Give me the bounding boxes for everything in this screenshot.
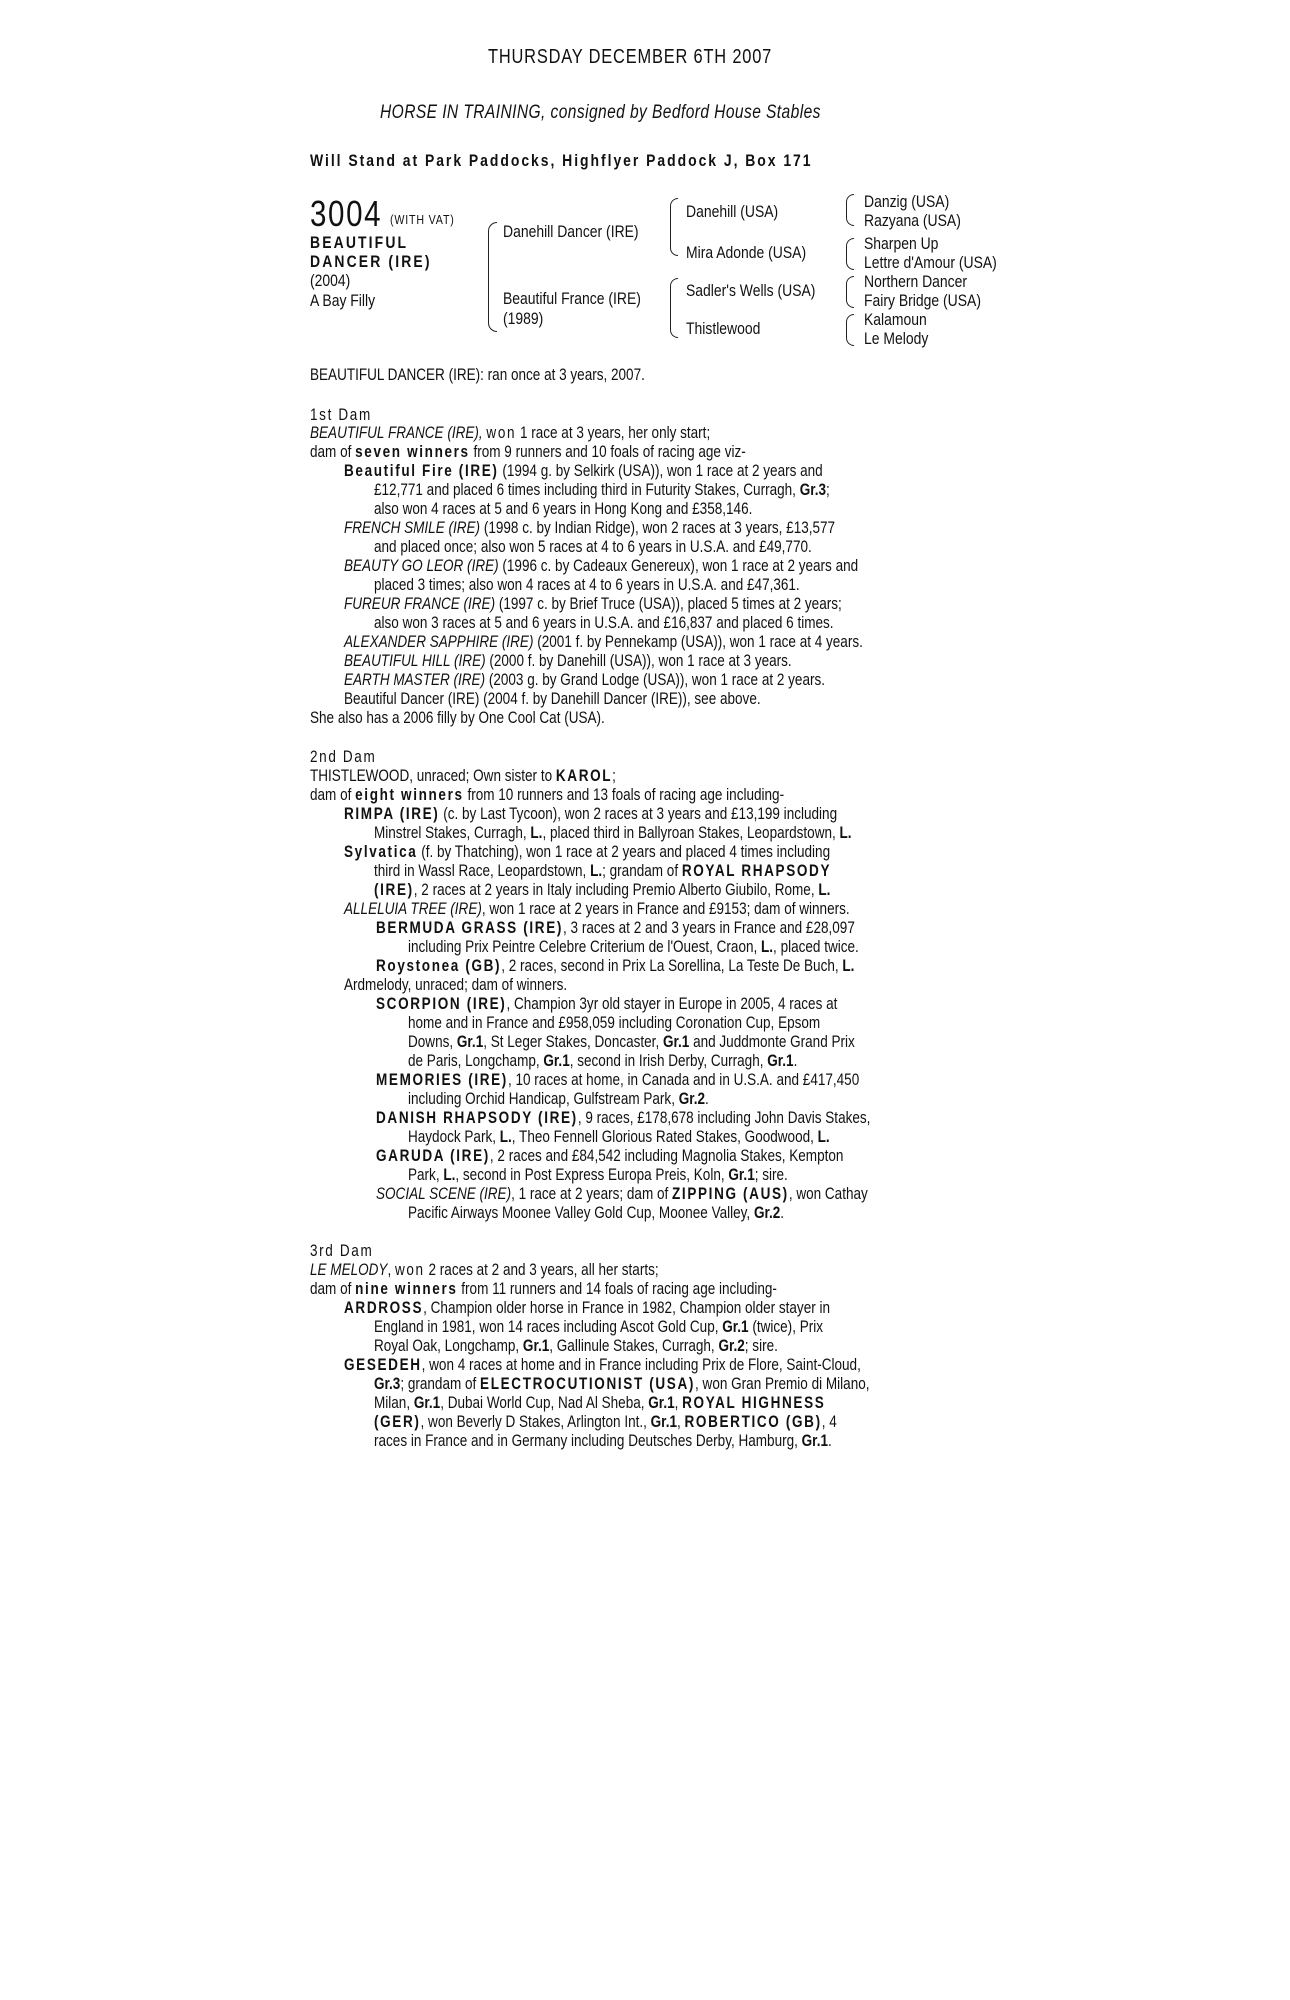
first-dam-note: She also has a 2006 filly by One Cool Cat (USA). (310, 709, 605, 727)
pedigree-ggs-1: Danzig (USA) (864, 192, 950, 211)
third-dam-produce-2b: Gr.3; grandam of ELECTROCUTIONIST (USA), won Gran Premio di Milano, (374, 1375, 870, 1393)
third-dam-line1: LE MELODY, won 2 races at 2 and 3 years, all her starts; (310, 1261, 659, 1279)
second-dam-produce-1: RIMPA (IRE) (c. by Last Tycoon), won 2 races at 3 years and £13,199 including (344, 805, 838, 823)
first-dam-produce-5: ALEXANDER SAPPHIRE (IRE) (2001 f. by Pennekamp (USA)), won 1 race at 4 years. (344, 633, 863, 651)
pedigree-ggs-6: Fairy Bridge (USA) (864, 291, 981, 310)
second-dam-grandproduce-3: SCORPION (IRE), Champion 3yr old stayer in Europe in 2005, 4 races at (376, 995, 838, 1013)
pedigree-ggs-7: Kalamoun (864, 310, 927, 329)
second-dam-line2: dam of eight winners from 10 runners and 13 foals of racing age including- (310, 786, 785, 804)
pedigree-brace-dd (846, 314, 854, 346)
second-dam-grandproduce-3c: Downs, Gr.1, St Leger Stakes, Doncaster, Gr.1 and Juddmonte Grand Prix (408, 1033, 855, 1051)
second-dam-produce-2: Sylvatica (f. by Thatching), won 1 race at 2 years and placed 4 times including (344, 843, 831, 861)
pedigree-brace-dam (670, 278, 678, 338)
second-dam-produce-3: ALLELUIA TREE (IRE), won 1 race at 2 years in France and £9153; dam of winners. (344, 900, 850, 918)
third-dam-heading: 3rd Dam (310, 1242, 374, 1260)
second-dam-grandproduce-3b: home and in France and £958,059 including Coronation Cup, Epsom (408, 1014, 821, 1032)
pedigree-ggs-4: Lettre d'Amour (USA) (864, 253, 997, 272)
first-dam-heading: 1st Dam (310, 406, 372, 424)
second-dam-produce-2c: (IRE), 2 races at 2 years in Italy including Premio Alberto Giubilo, Rome, L. (374, 881, 831, 899)
horse-name-line1: BEAUTIFUL (310, 233, 409, 252)
pedigree-sire: Danehill Dancer (IRE) (503, 222, 639, 241)
first-dam-produce-8: Beautiful Dancer (IRE) (2004 f. by Danehill Dancer (IRE)), see above. (344, 690, 761, 708)
pedigree-ggs-5: Northern Dancer (864, 272, 968, 291)
pedigree-brace-ss (846, 194, 854, 226)
foaling-year: (2004) (310, 271, 351, 290)
third-dam-produce-1: ARDROSS, Champion older horse in France in 1982, Champion older stayer in (344, 1299, 831, 1317)
first-dam-line2: dam of seven winners from 9 runners and 10 foals of racing age viz- (310, 443, 746, 461)
lot-number: 3004 (310, 193, 383, 234)
sale-date: THURSDAY DECEMBER 6TH 2007 (488, 46, 773, 68)
second-dam-produce-2b: third in Wassl Race, Leopardstown, L.; grandam of ROYAL RHAPSODY (374, 862, 832, 880)
third-dam-line2: dam of nine winners from 11 runners and 14 foals of racing age including- (310, 1280, 777, 1298)
first-dam-produce-3b: placed 3 times; also won 4 races at 4 to 6 years in U.S.A. and £47,361. (374, 576, 800, 594)
pedigree-brace-sire (670, 198, 678, 256)
first-dam-produce-1b: £12,771 and placed 6 times including third in Futurity Stakes, Curragh, Gr.3; (374, 481, 830, 499)
first-dam-produce-4: FUREUR FRANCE (IRE) (1997 c. by Brief Truce (USA)), placed 5 times at 2 years; (344, 595, 842, 613)
pedigree-dam-dam: Thistlewood (686, 319, 761, 338)
second-dam-grandproduce-1: BERMUDA GRASS (IRE), 3 races at 2 and 3 years in France and £28,097 (376, 919, 855, 937)
first-dam-line1: BEAUTIFUL FRANCE (IRE), won 1 race at 3 years, her only start; (310, 424, 711, 442)
pedigree-brace-sd (846, 238, 854, 270)
second-dam-grandproduce-5: DANISH RHAPSODY (IRE), 9 races, £178,678 including John Davis Stakes, (376, 1109, 871, 1127)
pedigree-ggs-2: Razyana (USA) (864, 211, 961, 230)
third-dam-produce-1c: Royal Oak, Longchamp, Gr.1, Gallinule Stakes, Curragh, Gr.2; sire. (374, 1337, 778, 1355)
second-dam-grandproduce-4: MEMORIES (IRE), 10 races at home, in Canada and in U.S.A. and £417,450 (376, 1071, 860, 1089)
second-dam-produce-4: Ardmelody, unraced; dam of winners. (344, 976, 568, 994)
horse-name-line2: DANCER (IRE) (310, 252, 432, 271)
second-dam-heading: 2nd Dam (310, 748, 377, 766)
second-dam-grandproduce-7b: Pacific Airways Moonee Valley Gold Cup, Moonee Valley, Gr.2. (408, 1204, 785, 1222)
first-dam-produce-6: BEAUTIFUL HILL (IRE) (2000 f. by Danehill (USA)), won 1 race at 3 years. (344, 652, 792, 670)
pedigree-brace-main (488, 222, 497, 332)
first-dam-produce-4b: also won 3 races at 5 and 6 years in U.S.A. and £16,837 and placed 6 times. (374, 614, 834, 632)
vat-note: (WITH VAT) (390, 212, 455, 227)
consignment-subtitle: HORSE IN TRAINING, consigned by Bedford House Stables (380, 102, 821, 123)
first-dam-produce-2b: and placed once; also won 5 races at 4 to 6 years in U.S.A. and £49,770. (374, 538, 812, 556)
second-dam-grandproduce-6: GARUDA (IRE), 2 races and £84,542 including Magnolia Stakes, Kempton (376, 1147, 844, 1165)
first-dam-produce-1: Beautiful Fire (IRE) (1994 g. by Selkirk (USA)), won 1 race at 2 years and (344, 462, 823, 480)
pedigree-ggs-3: Sharpen Up (864, 234, 939, 253)
second-dam-produce-1b: Minstrel Stakes, Curragh, L., placed third in Ballyroan Stakes, Leopardstown, L. (374, 824, 852, 842)
second-dam-grandproduce-3d: de Paris, Longchamp, Gr.1, second in Irish Derby, Curragh, Gr.1. (408, 1052, 798, 1070)
pedigree-sire-sire: Danehill (USA) (686, 202, 779, 221)
second-dam-grandproduce-5b: Haydock Park, L., Theo Fennell Glorious Rated Stakes, Goodwood, L. (408, 1128, 830, 1146)
second-dam-grandproduce-7: SOCIAL SCENE (IRE), 1 race at 2 years; dam of ZIPPING (AUS), won Cathay (376, 1185, 868, 1203)
third-dam-produce-2c: Milan, Gr.1, Dubai World Cup, Nad Al Sheba, Gr.1, ROYAL HIGHNESS (374, 1394, 826, 1412)
first-dam-produce-3: BEAUTY GO LEOR (IRE) (1996 c. by Cadeaux Genereux), won 1 race at 2 years and (344, 557, 859, 575)
pedigree-sire-dam: Mira Adonde (USA) (686, 243, 807, 262)
pedigree-ggs-8: Le Melody (864, 329, 929, 348)
pedigree-brace-ds (846, 276, 854, 308)
third-dam-produce-1b: England in 1981, won 14 races including Ascot Gold Cup, Gr.1 (twice), Prix (374, 1318, 824, 1336)
second-dam-grandproduce-4b: including Orchid Handicap, Gulfstream Park, Gr.2. (408, 1090, 709, 1108)
first-dam-produce-7: EARTH MASTER (IRE) (2003 g. by Grand Lodge (USA)), won 1 race at 2 years. (344, 671, 826, 689)
third-dam-produce-2e: races in France and in Germany including Deutsches Derby, Hamburg, Gr.1. (374, 1432, 832, 1450)
pedigree-dam: Beautiful France (IRE) (503, 289, 641, 308)
pedigree-dam-sire: Sadler's Wells (USA) (686, 281, 816, 300)
third-dam-produce-2: GESEDEH, won 4 races at home and in France including Prix de Flore, Saint-Cloud, (344, 1356, 861, 1374)
pedigree-dam-year: (1989) (503, 309, 544, 328)
stand-location: Will Stand at Park Paddocks, Highflyer Paddock J, Box 171 (310, 151, 813, 170)
first-dam-produce-1c: also won 4 races at 5 and 6 years in Hong Kong and £358,146. (374, 500, 753, 518)
second-dam-grandproduce-6b: Park, L., second in Post Express Europa Preis, Koln, Gr.1; sire. (408, 1166, 788, 1184)
horse-description: A Bay Filly (310, 291, 376, 310)
second-dam-grandproduce-2: Roystonea (GB), 2 races, second in Prix La Sorellina, La Teste De Buch, L. (376, 957, 855, 975)
third-dam-produce-2d: (GER), won Beverly D Stakes, Arlington Int., Gr.1, ROBERTICO (GB), 4 (374, 1413, 837, 1431)
first-dam-produce-2: FRENCH SMILE (IRE) (1998 c. by Indian Ridge), won 2 races at 3 years, £13,577 (344, 519, 836, 537)
race-summary: BEAUTIFUL DANCER (IRE): ran once at 3 years, 2007. (310, 366, 645, 384)
second-dam-grandproduce-1b: including Prix Peintre Celebre Criterium de l'Ouest, Craon, L., placed twice. (408, 938, 859, 956)
second-dam-line1: THISTLEWOOD, unraced; Own sister to KAROL; (310, 767, 616, 785)
